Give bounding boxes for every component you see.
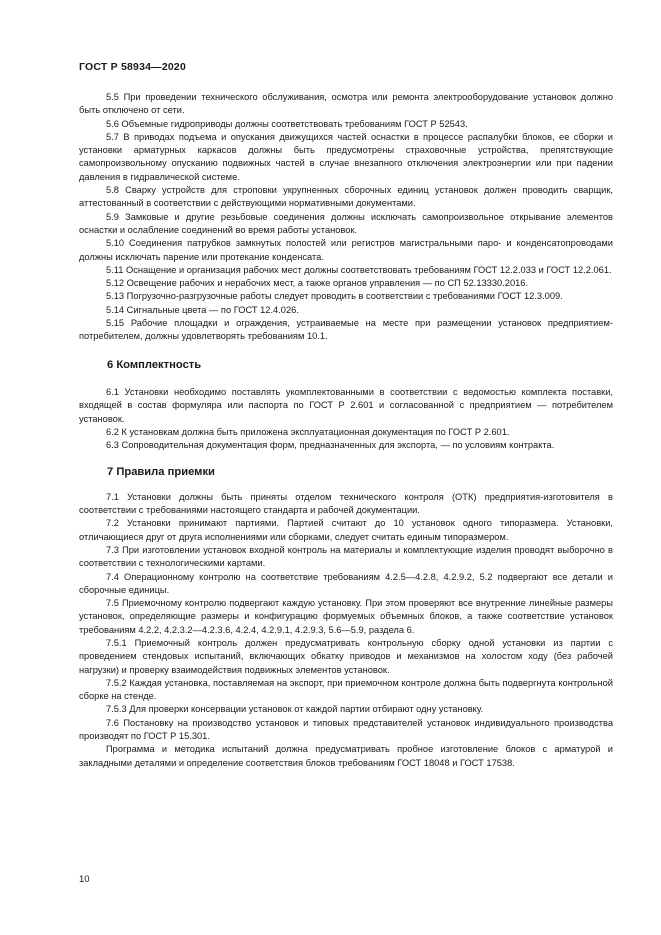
paragraph-5-15: 5.15 Рабочие площадки и ограждения, устраиваемые на месте при размещении установок предприятием-потребителем, должны удовлетворять требованиям 10.1.: [79, 318, 613, 342]
paragraph-5-12: 5.12 Освещение рабочих и нерабочих мест, а также органов управления — по СП 52.13330.2016.: [106, 278, 529, 289]
paragraph-7-4: 7.4 Операционному контролю на соответствие требованиям 4.2.5—4.2.8, 4.2.9.2, 5.2 подвергают все детали и сборочные единицы.: [79, 571, 613, 595]
section-6-heading: 6 Комплектность: [107, 358, 202, 371]
paragraph-7-2: 7.2 Установки принимают партиями. Партией считают до 10 установок одного типоразмера. Установки, отличающиеся друг от друга исполнениями или сборками, следует считать единым типоразмером.: [79, 518, 613, 542]
section-7-items: [79, 491, 613, 770]
paragraph-7-1: 7.1 Установки должны быть приняты отделом технического контроля (ОТК) предприятия-изготовителя в соответствии с требованиями настоящего стандарта и рабочей документации.: [79, 491, 613, 516]
document-body: [79, 91, 613, 770]
paragraph-5-7: 5.7 В приводах подъема и опускания движущихся частей оснастки в процессе распалубки блоков, ее сборки и установки арматурных каркасов должны быть предусмотрены страховочные устройства, препятствующие самопроизвольному опусканию подвижных частей в случае внезапного отключения электроэнергии или при падении давления в гидравлической системе.: [79, 131, 613, 182]
paragraph-7-6: 7.6 Постановку на производство установок и типовых представителей установок индивидуального производства производят по ГОСТ Р 15.301.: [79, 717, 613, 742]
paragraph-5-5: 5.5 При проведении технического обслуживания, осмотра или ремонта электрооборудование установок должно быть отключено от сети.: [79, 92, 613, 116]
paragraph-5-13: 5.13 Погрузочно-разгрузочные работы следует проводить в соответствии с требованиями ГОСТ 12.3.009.: [106, 291, 563, 302]
paragraph-7-5-1: 7.5.1 Приемочный контроль должен предусматривать контрольную сборку одной установки из партии с проведением стендовых испытаний, включающих обкатку приводов и механизмов на холостом ходу (без рабочей нагрузки) и проверку взаимодействия подвижных элементов установок.: [79, 637, 613, 675]
paragraph-7-5-3: 7.5.3 Для проверки консервации установок от каждой партии отбирают одну установку.: [106, 704, 484, 715]
section-5-items: [79, 91, 613, 344]
section-7-heading: 7 Правила приемки: [107, 466, 215, 479]
paragraph-6-1: 6.1 Установки необходимо поставлять укомплектованными в соответствии с ведомостью комплекта поставки, входящей в состав формуляра или паспорта по ГОСТ Р 2.601 и согласованной с предприятием — потребителем установок.: [79, 386, 613, 424]
section-6-items: [79, 386, 613, 452]
paragraph-6-2: 6.2 К установкам должна быть приложена эксплуатационная документация по ГОСТ Р 2.601.: [106, 426, 510, 437]
paragraph-5-10: 5.10 Соединения патрубков замкнутых полостей или регистров магистральными паро- и конденсатопроводами должны исключать парение или протекание конденсата.: [79, 238, 613, 262]
paragraph-7-5-2: 7.5.2 Каждая установка, поставляемая на экспорт, при приемочном контроле должна быть подвергнута контрольной сборке на стенде.: [79, 677, 613, 702]
paragraph-5-14: 5.14 Сигнальные цвета — по ГОСТ 12.4.026.: [106, 304, 299, 315]
paragraph-5-6: 5.6 Объемные гидроприводы должны соответствовать требованиям ГОСТ Р 52543.: [106, 118, 468, 129]
paragraph-5-8: 5.8 Сварку устройств для строповки укрупненных сборочных единиц установок должен проводить сварщик, аттестованный в соответствии с действующими нормативными документами.: [79, 185, 613, 209]
paragraph-7-3: 7.3 При изготовлении установок входной контроль на материалы и комплектующие изделия проводят выборочно в соответствии с технологическими картами.: [79, 544, 613, 569]
paragraph-7-5: 7.5 Приемочному контролю подвергают каждую установку. При этом проверяют все внутренние линейные размеры установок, определяющие размеры и конфигурацию формуемых объемных блоков, а также соответствие установок требованиям 4.2.2, 4.2.3.2—4.2.3.6, 4.2.4, 4.2.9.1, 4.2.9.3, 5.6—5.9, раздела 6.: [79, 598, 613, 635]
paragraph-6-3: 6.3 Сопроводительная документация форм, предназначенных для экспорта, — по условиям контракта.: [106, 440, 555, 451]
paragraph-5-9: 5.9 Замковые и другие резьбовые соединения должны исключать самопроизвольное открывание элементов оснастки и ослабление соединений во время работы установок.: [79, 211, 613, 235]
paragraph-program: Программа и методика испытаний должна предусматривать пробное изготовление блоков с арматурой и закладными деталями и определение соответствия блоков требованиям ГОСТ 18048 и ГОСТ 17538.: [79, 744, 613, 768]
page-number: 10: [79, 874, 90, 885]
document-header: ГОСТ Р 58934—2020: [79, 61, 187, 73]
paragraph-5-11: 5.11 Оснащение и организация рабочих мест должны соответствовать требованиям ГОСТ 12.2.033 и ГОСТ 12.2.061.: [106, 264, 612, 275]
